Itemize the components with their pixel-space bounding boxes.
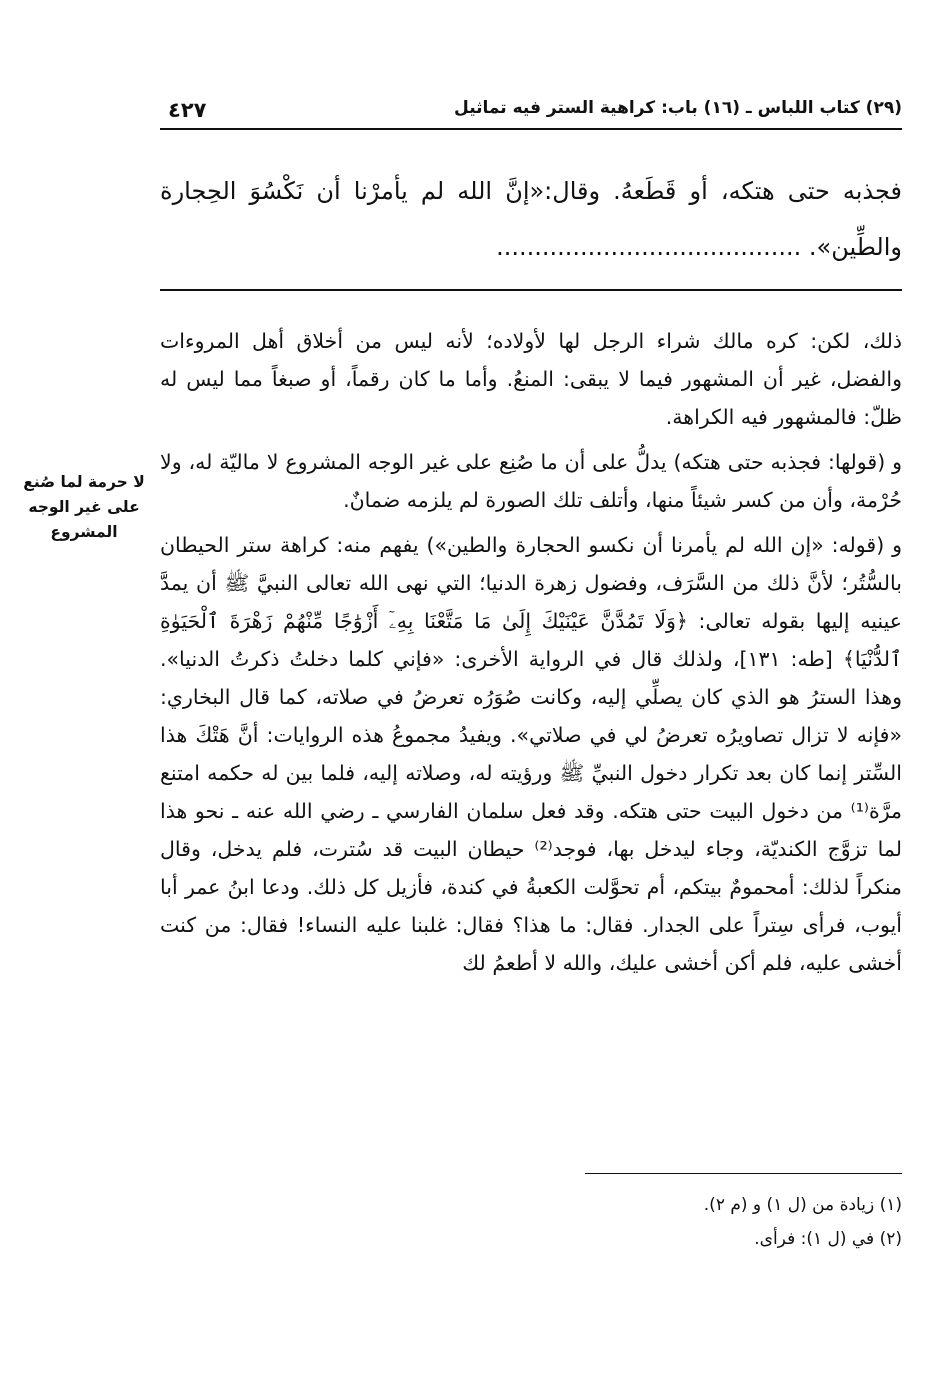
running-title: (٢٩) كتاب اللباس ـ (١٦) باب: كراهية الستر فيه تماثيل <box>454 98 902 118</box>
margin-note: لا حرمة لما صُنع على غير الوجه المشروع <box>23 473 145 541</box>
commentary-paragraph: و (قولها: فجذبه حتى هتكه) يدلُّ على أن ما صُنِع على غير الوجه المشروع لا ماليّة له، ولا حُرْمة، وأن من كسر شيئاً منها، وأتلف تلك الصورة لم يلزمه ضمانٌ. <box>160 450 902 512</box>
commentary-paragraph: ذلك، لكن: كره مالك شراء الرجل لها لأولاده؛ لأنه ليس من أخلاق أهل المروءات والفضل، غير أن المشهور فيما لا يبقى: المنعُ. وأما ما كان رقماً، أو صبغاً مما ليس له ظلّ: فالمشهور فيه الكراهة. <box>160 329 902 429</box>
running-header <box>160 98 902 130</box>
commentary <box>160 322 902 989</box>
commentary-paragraph: و (قوله: «إن الله لم يأمرنا أن نكسو الحجارة والطين») يفهم منه: كراهة ستر الحيطان بالسُّتُر؛ لأنَّ ذلك من السَّرَف، وفضول زهرة الدنيا؛ التي نهى الله تعالى النبيَّ ﷺ أن يمدَّ عينيه إليها بقوله تعالى: ﴿وَلَا تَمُدَّنَّ عَيْنَيْكَ إِلَىٰ مَا مَتَّعْنَا بِهِۦٓ أَزْوَٰجًا مِّنْهُمْ زَهْرَةَ ٱلْحَيَوٰةِ ٱلدُّنْيَا﴾ [طه: ١٣١]، ولذلك قال في الرواية الأخرى: «فإني كلما دخلتُ ذكرتُ الدنيا». وهذا السترُ هو الذي كان يصلِّي إليه، وكانت صُوَرُه تعرضُ في صلاته، كما قال البخاري: «فإنه لا تزال تصاويرُه تعرضُ لي في صلاتي». ويفيدُ مجموعُ هذه الروايات: أنَّ هَتْكَ هذا السِّتر إنما كان بعد تكرار دخول النبيِّ ﷺ ورؤيته له، وصلاته إليه، فلما بين له حكمه امتنع مرَّة⁽¹⁾ من دخول البيت حتى هتكه. وقد فعل سلمان الفارسي ـ رضي الله عنه ـ نحو هذا لما تزوَّج الكنديّة، وجاء ليدخل بها، فوجد⁽²⁾ حيطان البيت قد سُترت، فلم يدخل، وقال منكراً لذلك: أمحمومٌ بيتكم، أم تحوَّلت الكعبةُ في كندة، فأزيل كل ذلك. ودعا ابنُ عمر أبا أيوب، فرأى سِتراً على الجدار. فقال: ما هذا؟ فقال: غلبنا عليه النساء! فقال: من كنت أخشى عليه، فلم أكن أخشى عليك، والله لا أطعمُ لك <box>160 533 902 975</box>
header-rule <box>160 128 902 130</box>
footnote-rule <box>585 1173 902 1174</box>
footnote: (١) زيادة من (ل ١) و (م ٢). <box>703 1195 902 1215</box>
hadith-text: فجذبه حتى هتكه، أو قَطَعهُ. وقال:«إنَّ الله لم يأمرْنا أن نَكْسُوَ الحِجارة والطِّين». ........................................ <box>160 177 902 261</box>
footnotes <box>420 1188 902 1256</box>
footnote: (٢) في (ل ١): فرأى. <box>754 1229 902 1249</box>
page-number: ٤٢٧ <box>168 98 207 122</box>
section-divider <box>160 289 902 291</box>
